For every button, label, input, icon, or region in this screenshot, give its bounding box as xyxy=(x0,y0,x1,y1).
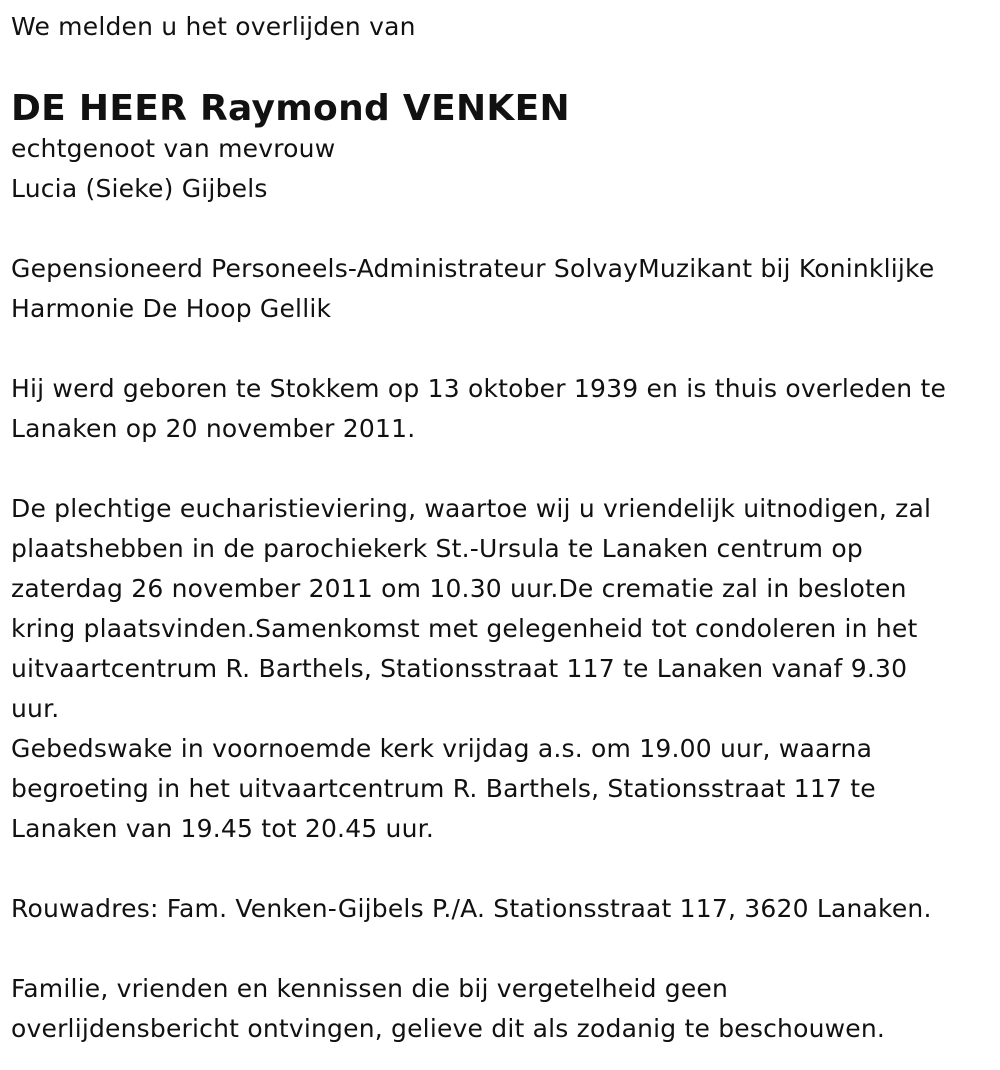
closing-line: overlijdensbericht ontvingen, gelieve dit als zodanig te beschouwen. xyxy=(11,1014,886,1043)
ceremony-line: kring plaatsvinden.Samenkomst met gelegenheid tot condoleren in het xyxy=(11,614,918,643)
birth-death-line: Lanaken op 20 november 2011. xyxy=(11,414,416,443)
spacer xyxy=(11,47,996,87)
vigil-line: begroeting in het uitvaartcentrum R. Barthels, Stationsstraat 117 te xyxy=(11,774,876,803)
ceremony-line: plaatshebben in de parochiekerk St.-Ursula te Lanaken centrum op xyxy=(11,534,863,563)
birth-death-block xyxy=(11,369,996,449)
occupation-line: Harmonie De Hoop Gellik xyxy=(11,294,332,323)
spacer xyxy=(11,449,996,489)
spacer xyxy=(11,209,996,249)
spouse-line: Lucia (Sieke) Gijbels xyxy=(11,174,268,203)
death-notice xyxy=(11,7,996,1049)
birth-death-line: Hij werd geboren te Stokkem op 13 oktober 1939 en is thuis overleden te xyxy=(11,374,947,403)
spacer xyxy=(11,849,996,889)
occupation-line: Gepensioneerd Personeels-Administrateur SolvayMuzikant bij Koninklijke xyxy=(11,254,935,283)
spacer xyxy=(11,929,996,969)
ceremony-line: uur. xyxy=(11,694,60,723)
intro-text: We melden u het overlijden van xyxy=(11,12,416,41)
vigil-line: Gebedswake in voornoemde kerk vrijdag a.s. om 19.00 uur, waarna xyxy=(11,734,873,763)
ceremony-line: zaterdag 26 november 2011 om 10.30 uur.De crematie zal in besloten xyxy=(11,574,907,603)
ceremony-line: De plechtige eucharistieviering, waartoe wij u vriendelijk uitnodigen, zal xyxy=(11,494,932,523)
ceremony-line: uitvaartcentrum R. Barthels, Stationsstraat 117 te Lanaken vanaf 9.30 xyxy=(11,654,908,683)
deceased-name: DE HEER Raymond VENKEN xyxy=(11,88,570,129)
spacer xyxy=(11,329,996,369)
mourning-address: Rouwadres: Fam. Venken-Gijbels P./A. Stationsstraat 117, 3620 Lanaken. xyxy=(11,894,932,923)
closing-line: Familie, vrienden en kennissen die bij vergetelheid geen xyxy=(11,974,729,1003)
spouse-line: echtgenoot van mevrouw xyxy=(11,134,336,163)
ceremony-block xyxy=(11,489,996,849)
spouse-block xyxy=(11,129,996,209)
occupation-block xyxy=(11,249,996,329)
closing-block xyxy=(11,969,996,1049)
vigil-line: Lanaken van 19.45 tot 20.45 uur. xyxy=(11,814,434,843)
